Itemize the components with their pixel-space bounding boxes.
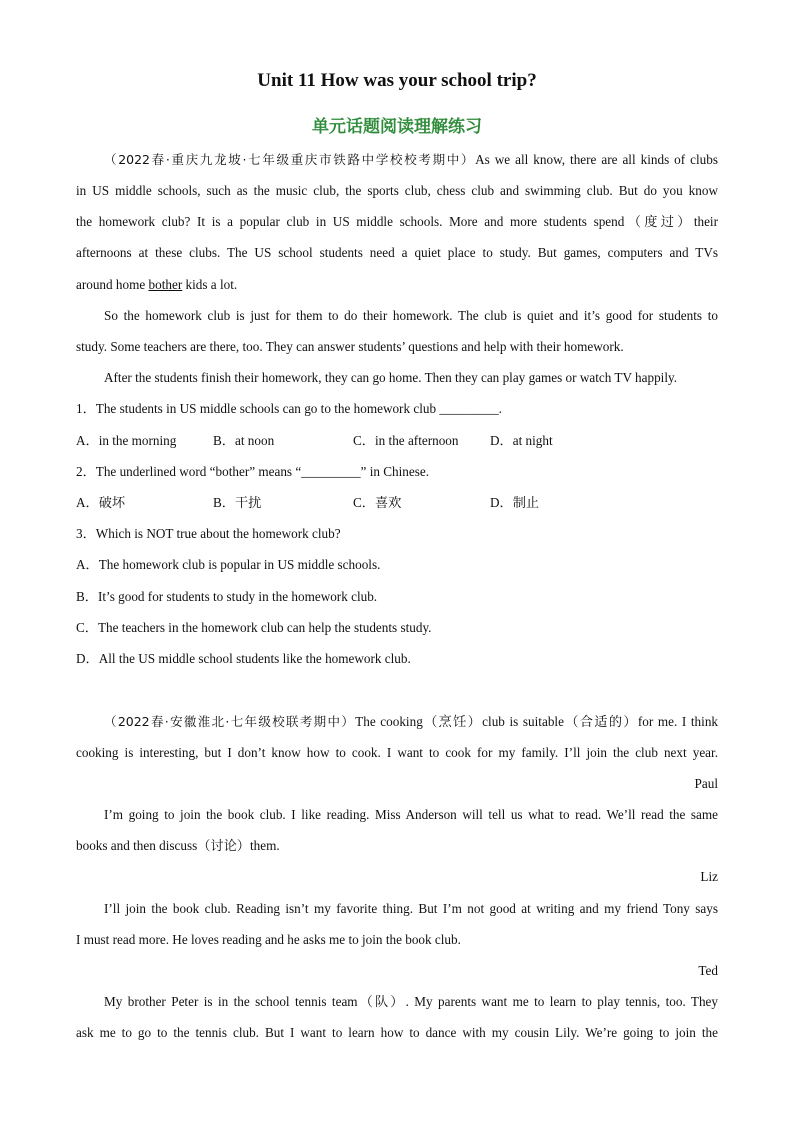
- passage1-line-3: the homework club? It is a popular club in US middle schools. More and more students spend（度过）their: [76, 214, 718, 229]
- passage2-line-2: cooking is interesting, but I don’t know how to cook. I want to cook for my family. I’ll join the club next year.: [76, 745, 718, 760]
- passage2-line-1: [104, 713, 718, 731]
- passage1-source: （2022春·重庆九龙坡·七年级重庆市铁路中学校校考期中）: [104, 152, 476, 167]
- passage1-text: kids a lot.: [182, 277, 238, 292]
- q1-option-c: C．in the afternoon: [353, 433, 459, 448]
- passage1-text: around home: [76, 277, 149, 292]
- q2-option-b: B．干扰: [213, 495, 262, 510]
- passage1-line-5: [76, 276, 718, 294]
- passage1-line-4: afternoons at these clubs. The US school students need a quiet place to study. But games, computers and TVs: [76, 245, 718, 260]
- q3-option-c: C．The teachers in the homework club can help the students study.: [76, 620, 432, 635]
- author-liz: Liz: [700, 869, 718, 884]
- page-title: Unit 11 How was your school trip?: [257, 70, 537, 91]
- q2-option-c: C．喜欢: [353, 495, 402, 510]
- underlined-word: bother: [148, 277, 183, 292]
- passage1-text: As we all know, there are all kinds of clubs: [475, 152, 718, 167]
- passage2-line-7: My brother Peter is in the school tennis team（队）. My parents want me to learn to play tennis, too. They: [104, 994, 718, 1009]
- question-2-stem: 2．The underlined word “bother” means “_________” in Chinese.: [76, 464, 430, 479]
- passage1-line-2: in US middle schools, such as the music club, the sports club, chess club and swimming club. But do you know: [76, 183, 718, 198]
- author-ted: Ted: [698, 963, 718, 978]
- passage2-line-4: books and then discuss（讨论）them.: [76, 838, 280, 853]
- question-1-stem: 1．The students in US middle schools can go to the homework club _________.: [76, 401, 502, 416]
- passage1-line-8: After the students finish their homework, they can go home. Then they can play games or watch TV happily.: [104, 370, 678, 385]
- q2-option-a: A．破坏: [76, 495, 126, 510]
- passage1-line-7: study. Some teachers are there, too. They can answer students’ questions and help with their homework.: [76, 339, 624, 354]
- q3-option-d: D．All the US middle school students like the homework club.: [76, 651, 411, 666]
- passage1-line-6: So the homework club is just for them to do their homework. The club is quiet and it’s good for students to: [104, 308, 718, 323]
- q1-option-d: D．at night: [490, 433, 553, 448]
- passage2-line-3: I’m going to join the book club. I like reading. Miss Anderson will tell us what to read. We’ll read the same: [104, 807, 718, 822]
- passage1-line-1: [104, 151, 718, 169]
- passage2-line-5: I’ll join the book club. Reading isn’t my favorite thing. But I’m not good at writing and my friend Tony says: [104, 901, 718, 916]
- passage2-line-8: ask me to go to the tennis club. But I want to learn how to dance with my cousin Lily. We’re going to join the: [76, 1025, 718, 1040]
- passage2-line-6: I must read more. He loves reading and he asks me to join the book club.: [76, 932, 461, 947]
- question-3-stem: 3．Which is NOT true about the homework club?: [76, 526, 341, 541]
- q3-option-b: B．It’s good for students to study in the homework club.: [76, 589, 378, 604]
- passage2-source: （2022春·安徽淮北·七年级校联考期中）: [104, 714, 356, 729]
- passage2-text: The cooking（烹饪）club is suitable（合适的）for me. I think: [355, 714, 719, 729]
- author-paul: Paul: [694, 776, 718, 791]
- q3-option-a: A．The homework club is popular in US middle schools.: [76, 557, 381, 572]
- q2-option-d: D．制止: [490, 495, 540, 510]
- page-subtitle: 单元话题阅读理解练习: [312, 117, 482, 137]
- q1-option-b: B．at noon: [213, 433, 275, 448]
- q1-option-a: A．in the morning: [76, 433, 177, 448]
